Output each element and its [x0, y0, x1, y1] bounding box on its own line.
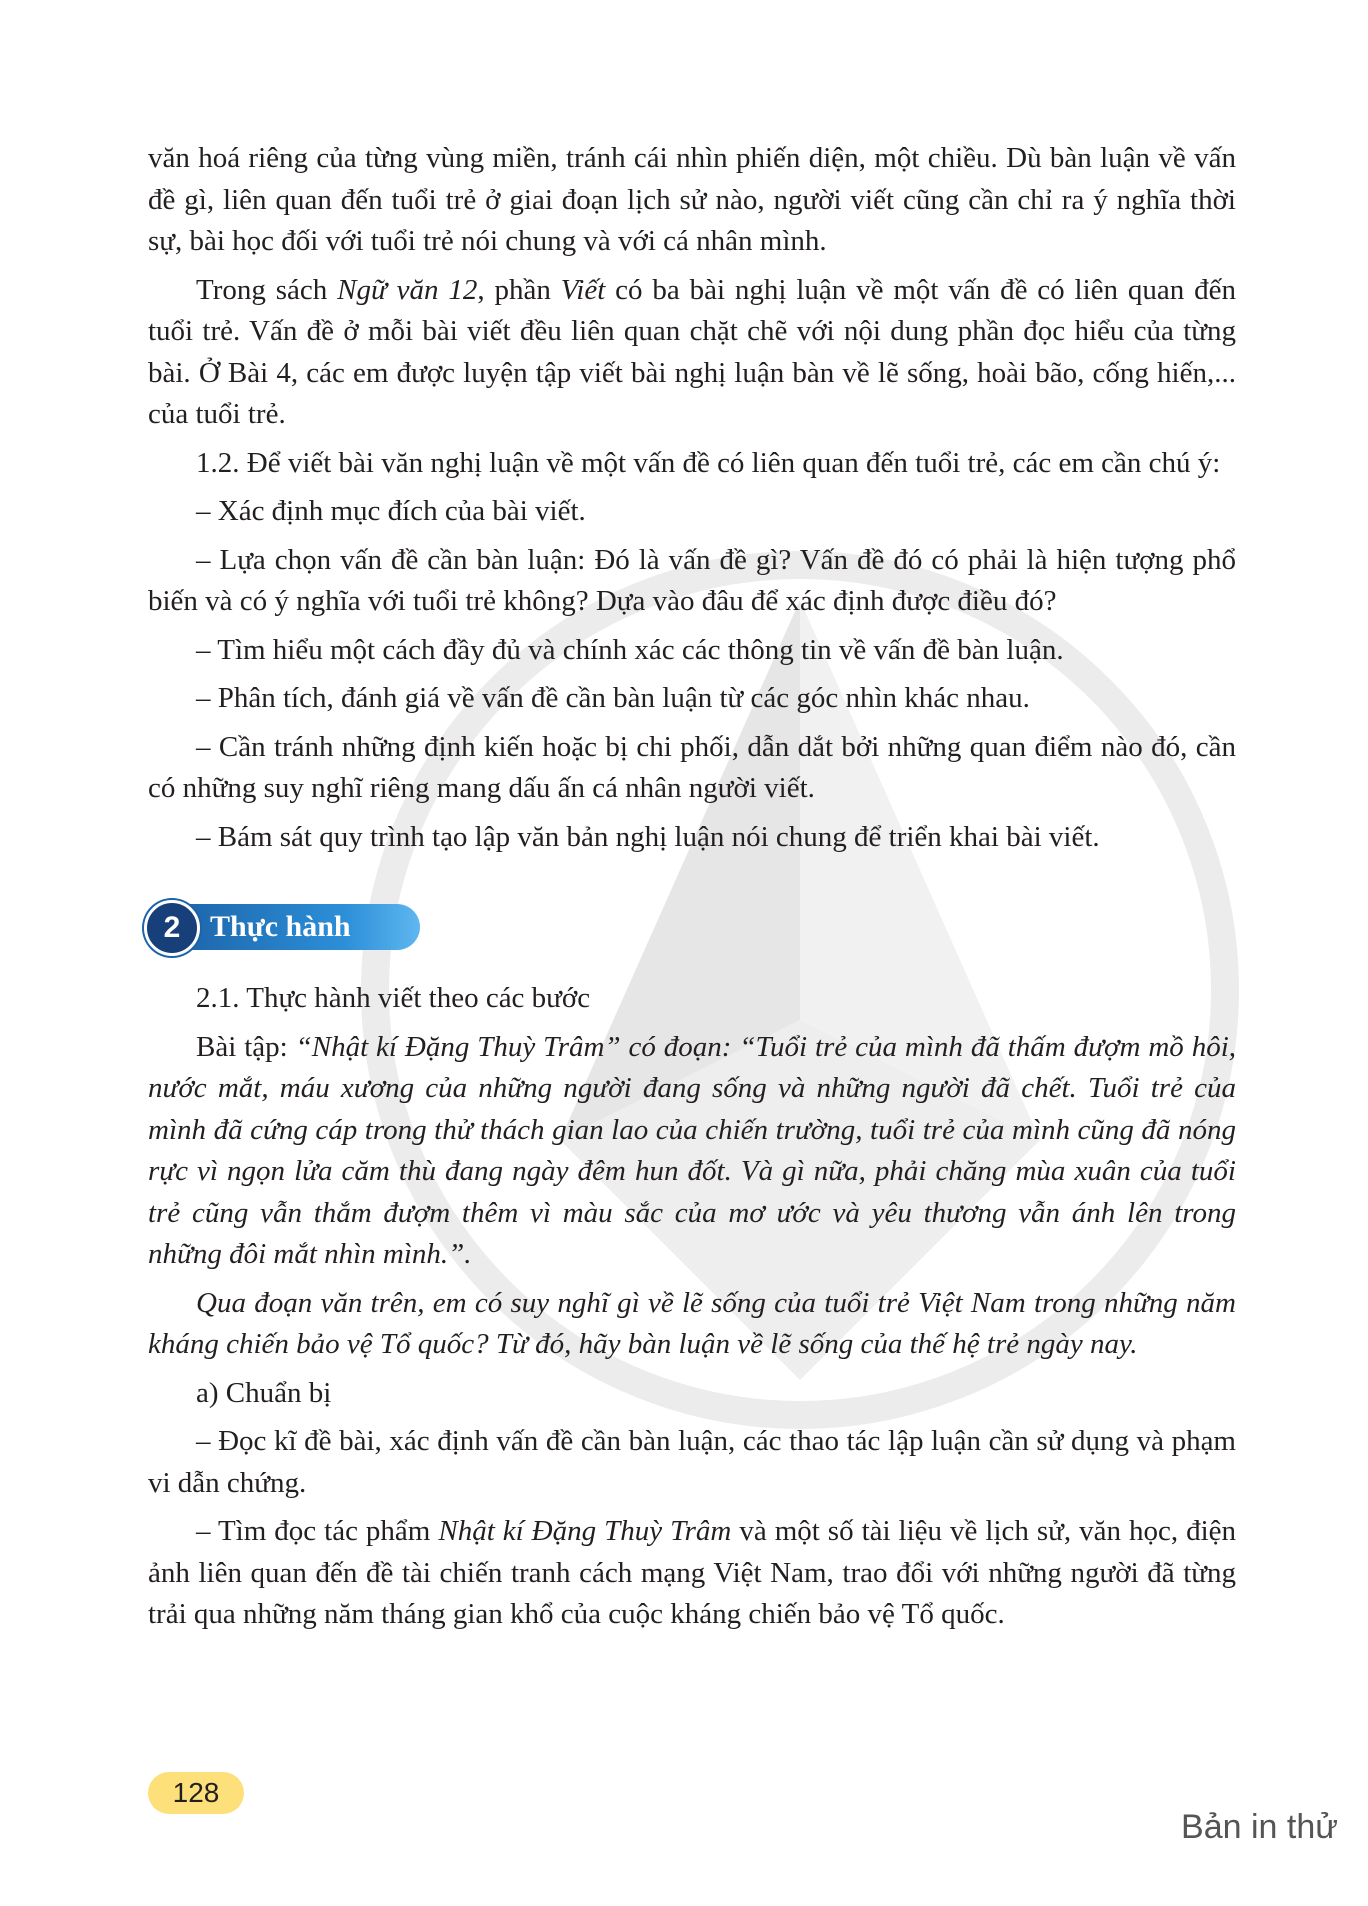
- paragraph-intro: văn hoá riêng của từng vùng miền, tránh cái nhìn phiến diện, một chiều. Dù bàn luận về vấn đề gì, liên quan đến tuổi trẻ ở giai đoạn lịch sử nào, người viết cũng cần chỉ ra ý nghĩa thời sự, bài học đối với tuổi trẻ nói chung và với cá nhân mình.: [148, 142, 1236, 257]
- exercise-question: Qua đoạn văn trên, em có suy nghĩ gì về lẽ sống của tuổi trẻ Việt Nam trong những năm kháng chiến bảo vệ Tổ quốc? Từ đó, hãy bàn luận về lẽ sống của thế hệ trẻ ngày nay.: [148, 1286, 1236, 1360]
- list-item: – Phân tích, đánh giá về vấn đề cần bàn luận từ các góc nhìn khác nhau.: [196, 682, 1030, 714]
- list-item: – Tìm hiểu một cách đầy đủ và chính xác các thông tin về vấn đề bàn luận.: [196, 633, 1064, 666]
- section-title: Thực hành: [210, 910, 351, 943]
- page-content: [148, 138, 1236, 1636]
- prep-heading: a) Chuẩn bị: [196, 1376, 332, 1409]
- list-item: – Bám sát quy trình tạo lập văn bản nghị luận nói chung để triển khai bài viết.: [196, 820, 1100, 853]
- practice-heading: 2.1. Thực hành viết theo các bước: [196, 982, 591, 1014]
- paragraph-guidance: 1.2. Để viết bài văn nghị luận về một vấn đề có liên quan đến tuổi trẻ, các em cần chú ý:: [196, 446, 1221, 479]
- list-item: – Cần tránh những định kiến hoặc bị chi phối, dẫn dắt bởi những quan điểm nào đó, cần có những suy nghĩ riêng mang dấu ấn cá nhân người viết.: [148, 730, 1236, 804]
- page-number: 128: [148, 1772, 244, 1814]
- exercise-paragraph: Bài tập: “Nhật kí Đặng Thuỳ Trâm” có đoạn: “Tuổi trẻ của mình đã thấm đượm mồ hôi, nước mắt, máu xương của những người đang sống và những người đã chết. Tuổi trẻ của mình đã cứng cáp trong thử thách gian lao của chiến trường, tuổi trẻ của mình cũng đã nóng rực vì ngọn lửa căm thù đang ngày đêm hun đốt. Và gì nữa, phải chăng mùa xuân của tuổi trẻ cũng vẫn thắm đượm thêm vì màu sắc của mơ ước và yêu thương vẫn ánh lên trong những đôi mắt nhìn mình.”.: [148, 1030, 1236, 1270]
- draft-label: Bản in thử: [1181, 1808, 1338, 1846]
- paragraph-textbook: Trong sách Ngữ văn 12, phần Viết có ba bài nghị luận về một vấn đề có liên quan đến tuổi trẻ. Vấn đề ở mỗi bài viết đều liên quan chặt chẽ với nội dung phần đọc hiểu của từng bài. Ở Bài 4, các em được luyện tập viết bài nghị luận bàn về lẽ sống, hoài bão, cống hiến,... của tuổi trẻ.: [148, 273, 1236, 430]
- list-item: – Xác định mục đích của bài viết.: [196, 495, 586, 527]
- list-item: – Đọc kĩ đề bài, xác định vấn đề cần bàn luận, các thao tác lập luận cần sử dụng và phạm vi dẫn chứng.: [148, 1425, 1236, 1499]
- section-header-practice: [144, 900, 1236, 952]
- list-item: – Tìm đọc tác phẩm Nhật kí Đặng Thuỳ Trâm và một số tài liệu về lịch sử, văn học, điện ảnh liên quan đến đề tài chiến tranh cách mạng Việt Nam, trao đổi với những người đã từng trải qua những năm tháng gian khổ của cuộc kháng chiến bảo vệ Tổ quốc.: [148, 1515, 1237, 1630]
- list-item: – Lựa chọn vấn đề cần bàn luận: Đó là vấn đề gì? Vấn đề đó có phải là hiện tượng phổ biến và có ý nghĩa với tuổi trẻ không? Dựa vào đâu để xác định được điều đó?: [148, 543, 1236, 617]
- section-number-badge: 2: [144, 900, 200, 956]
